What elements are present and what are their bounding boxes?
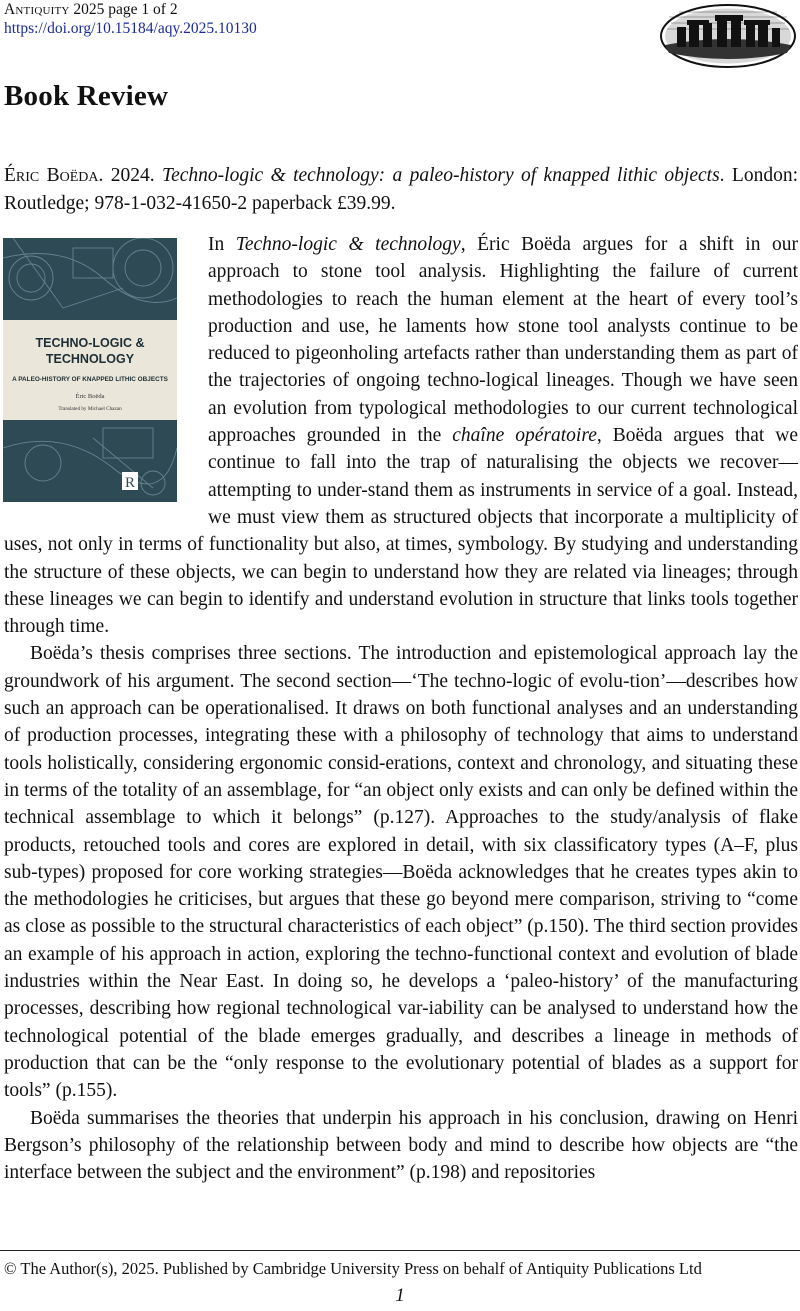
running-header [4, 0, 257, 38]
citation-year: . 2024. [98, 165, 163, 186]
cover-translator: Translated by Michael Chazan [58, 406, 122, 412]
paragraph-1: In Techno-logic & technology, Éric Boëda argues for a shift in our approach to stone tool analysis. Highlighting the failure of current methodologies to reach the human element at the heart of every tool’s production and use, he laments how stone tool analysts continue to be reduced to pigeonholing artefacts rather than understanding them as part of the trajectories of ongoing techno-logical lineages. Though we have seen an evolution from typological methodologies to our current technological approaches grounded in the chaîne opératoire, Boëda argues that we continue to fall into the trap of naturalising the objects we recover—attempting to under-stand them as instruments in service of a goal. Instead, we must view them as structured objects that incorporate a multiplicity of uses, not only in terms of functionality but also, at times, symbology. By studying and understanding the structure of these objects, we can begin to understand how they are related via lineages; through these lineages we can begin to identify and understand evolution in structure that links tools together through time. [4, 234, 798, 638]
journal-line [4, 0, 257, 19]
section-title: Book Review [4, 80, 169, 112]
cover-title-line1: TECHNO-LOGIC & [35, 336, 145, 350]
cover-subtitle: A PALEO-HISTORY OF KNAPPED LITHIC OBJECTS [12, 376, 168, 383]
paragraph-2: Boëda’s thesis comprises three sections. The introduction and epistemological approach lay the groundwork of his argument. The second section—‘The techno-logic of evolu-tion’—describes how such an approach can be operationalised. It draws on both functional analyses and an understanding of production processes, integrating these with a philosophy of technology that aims to understand tools holistically, considering ergonomic consid-erations, context and chronology, and situating these in terms of the totality of an assemblage, for “an object only exists and can only be defined within the technical assemblage to which it belongs” (p.127). Approaches to the study/analysis of flake products, retouched tools and cores are explored in detail, with six classificatory types (A–F, plus sub-types) proposed for core working strategies—Boëda acknowledges that he creates types akin to the methodologies he criticises, but argues that these go beyond mere comparison, striving to “come as close as possible to the structural characteristics of each object” (p.150). The third section provides an example of his approach in action, exploring the techno-functional context and evolution of blade industries within the Near East. In doing so, he develops a ‘paleo-history’ of the manufacturing processes, describing how regional technological var-iability can be analysed to understand how the technological potential of the blade emerges gradually, and describes a lineage in methods of production that can be the “only response to the evolutionary potential of blades as a support for tools” (p.155). [4, 643, 798, 1102]
review-body [4, 231, 798, 1186]
year-page: 2025 page 1 of 2 [73, 1, 178, 18]
book-citation [4, 162, 798, 218]
antiquity-logo [659, 3, 797, 69]
cover-author: Éric Boëda [75, 393, 105, 400]
paragraph-3: Boëda summarises the theories that underpin his approach in his conclusion, drawing on Henri Bergson’s philosophy of the relationship between body and mind to describe how objects are “the interface between the subject and the environment” (p.198) and repositories [4, 1107, 798, 1184]
doi-link[interactable]: https://doi.org/10.15184/aqy.2025.10130 [4, 20, 257, 37]
copyright-notice: © The Author(s), 2025. Published by Cambridge University Press on behalf of Antiquity Publications Ltd [4, 1259, 702, 1278]
cover-float-spacer [4, 231, 208, 513]
page-number: 1 [395, 1285, 405, 1306]
cover-title-line2: TECHNOLOGY [45, 352, 135, 366]
citation-title: Techno-logic & technology: a paleo-history of knapped lithic objects [162, 165, 720, 186]
citation-details: . London: Routledge; 978-1-032-41650-2 paperback £39.99. [4, 165, 799, 214]
publisher-logo: R [124, 475, 136, 491]
footer-divider [0, 1250, 800, 1251]
journal-name: Antiquity [4, 1, 70, 18]
citation-author: Éric Boëda [4, 165, 99, 186]
